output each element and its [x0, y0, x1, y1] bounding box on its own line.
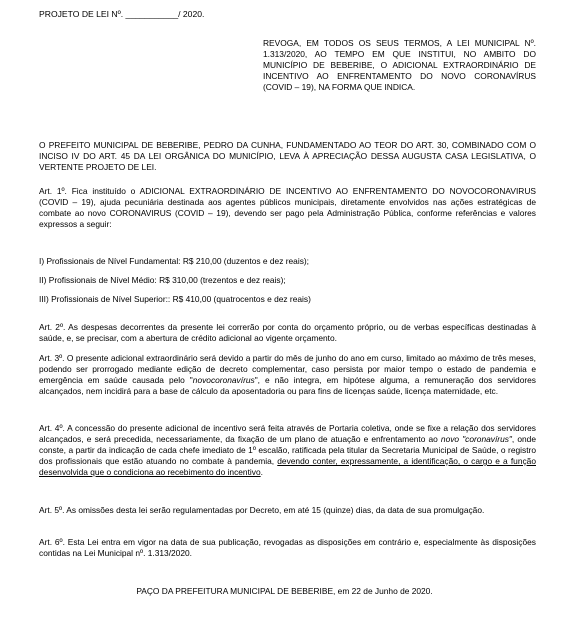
article-3	[39, 353, 536, 397]
article-3-italic: novocoronavírus	[192, 375, 255, 385]
article-4-text-a: Art. 4º. A concessão do presente adicional de incentivo será feita através de Portaria coletiva, onde se fixe a relação dos servidores alcançados, e será precedida, necessariamente, da fixação de um plano de atuação e enfrentamento ao	[39, 423, 536, 444]
signature-place-date: PAÇO DA PREFEITURA MUNICIPAL DE BEBERIBE, em 22 de Junho de 2020.	[136, 586, 433, 596]
inciso-1: I) Profissionais de Nível Fundamental: R$ 210,00 (duzentos e dez reais);	[39, 256, 309, 266]
article-4-text-b: , onde conste, a partir da indicação de cada chefe imediato de 1º escalão, ratificada pela titular da Secretaria Municipal de Saúde, o registro dos profissionais que estão atuando no combate à pandemia,	[39, 434, 536, 466]
article-2: Art. 2º. As despesas decorrentes da presente lei correrão por conta do orçamento próprio, ou de verbas específicas destinadas à saúde, e, se precisar, com a abertura de crédito adicional ao vigente orçamento.	[39, 322, 536, 343]
inciso-2: II) Profissionais de Nível Médio: R$ 310,00 (trezentos e dez reais);	[39, 275, 286, 285]
ementa-summary: REVOGA, EM TODOS OS SEUS TERMOS, A LEI MUNICIPAL Nº. 1.313/2020, AO TEMPO EM QUE INSTITUI, NO AMBITO DO MUNICÍPIO DE BEBERIBE, O ADICIONAL EXTRAORDINÁRIO DE INCENTIVO AO ENFRENTAMENTO DO NOVO CORONAVÍRUS (COVID – 19), NA FORMA QUE INDICA.	[263, 38, 536, 92]
inciso-3: III) Profissionais de Nível Superior:: R$ 410,00 (quatrocentos e dez reais)	[39, 294, 311, 304]
article-3-text-b: ", e não integra, em hipótese alguma, a remuneração dos servidores alcançados, nem incidirá para a base de cálculo da aposentadoria ou para fins de licenças saúde, licença maternidade, etc.	[39, 375, 536, 396]
bill-number-heading: PROJETO DE LEI Nº. ___________/ 2020.	[39, 9, 205, 19]
article-4	[39, 423, 536, 478]
article-6: Art. 6º. Esta Lei entra em vigor na data de sua publicação, revogadas as disposições em contrário e, especialmente às disposições contidas na Lei Municipal nº. 1.313/2020.	[39, 537, 536, 558]
article-4-end: .	[260, 467, 263, 477]
article-1: Art. 1º. Fica instituído o ADICIONAL EXTRAORDINÁRIO DE INCENTIVO AO ENFRENTAMENTO DO NOVOCORONAVIRUS (COVID – 19), ajuda pecuniária destinada aos agentes públicos municipais, diretamente envolvidos nas ações estratégicas de combate ao novo CORONAVIRUS (COVID – 19), devendo ser pago pela Administração Pública, conforme referências e valores expressos a seguir:	[39, 186, 536, 229]
preamble: O PREFEITO MUNICIPAL DE BEBERIBE, PEDRO DA CUNHA, FUNDAMENTADO AO TEOR DO ART. 30, COMBINADO COM O INCISO IV DO ART. 45 DA LEI ORGÂNICA DO MUNICÍPIO, LEVA À APRECIAÇÃO DESSA AUGUSTA CASA LEGISLATIVA, O VERTENTE PROJETO DE LEI.	[39, 140, 536, 172]
article-4-italic: novo "coronavírus"	[440, 434, 512, 444]
article-5: Art. 5º. As omissões desta lei serão regulamentadas por Decreto, em até 15 (quinze) dias, da data de sua promulgação.	[39, 505, 485, 515]
article-4-underlined: devendo conter, expressamente, a identificação, o cargo e a função desenvolvida que o condiciona ao recebimento do incentivo	[39, 456, 536, 477]
article-3-text-a: Art. 3º. O presente adicional extraordinário será devido a partir do mês de junho do ano em curso, limitado ao máximo de três meses, podendo ser prorrogado mediante edição de decreto complementar, caso persista por maior tempo o estado de pandemia e emergência em saúde causada pelo "	[39, 353, 536, 385]
